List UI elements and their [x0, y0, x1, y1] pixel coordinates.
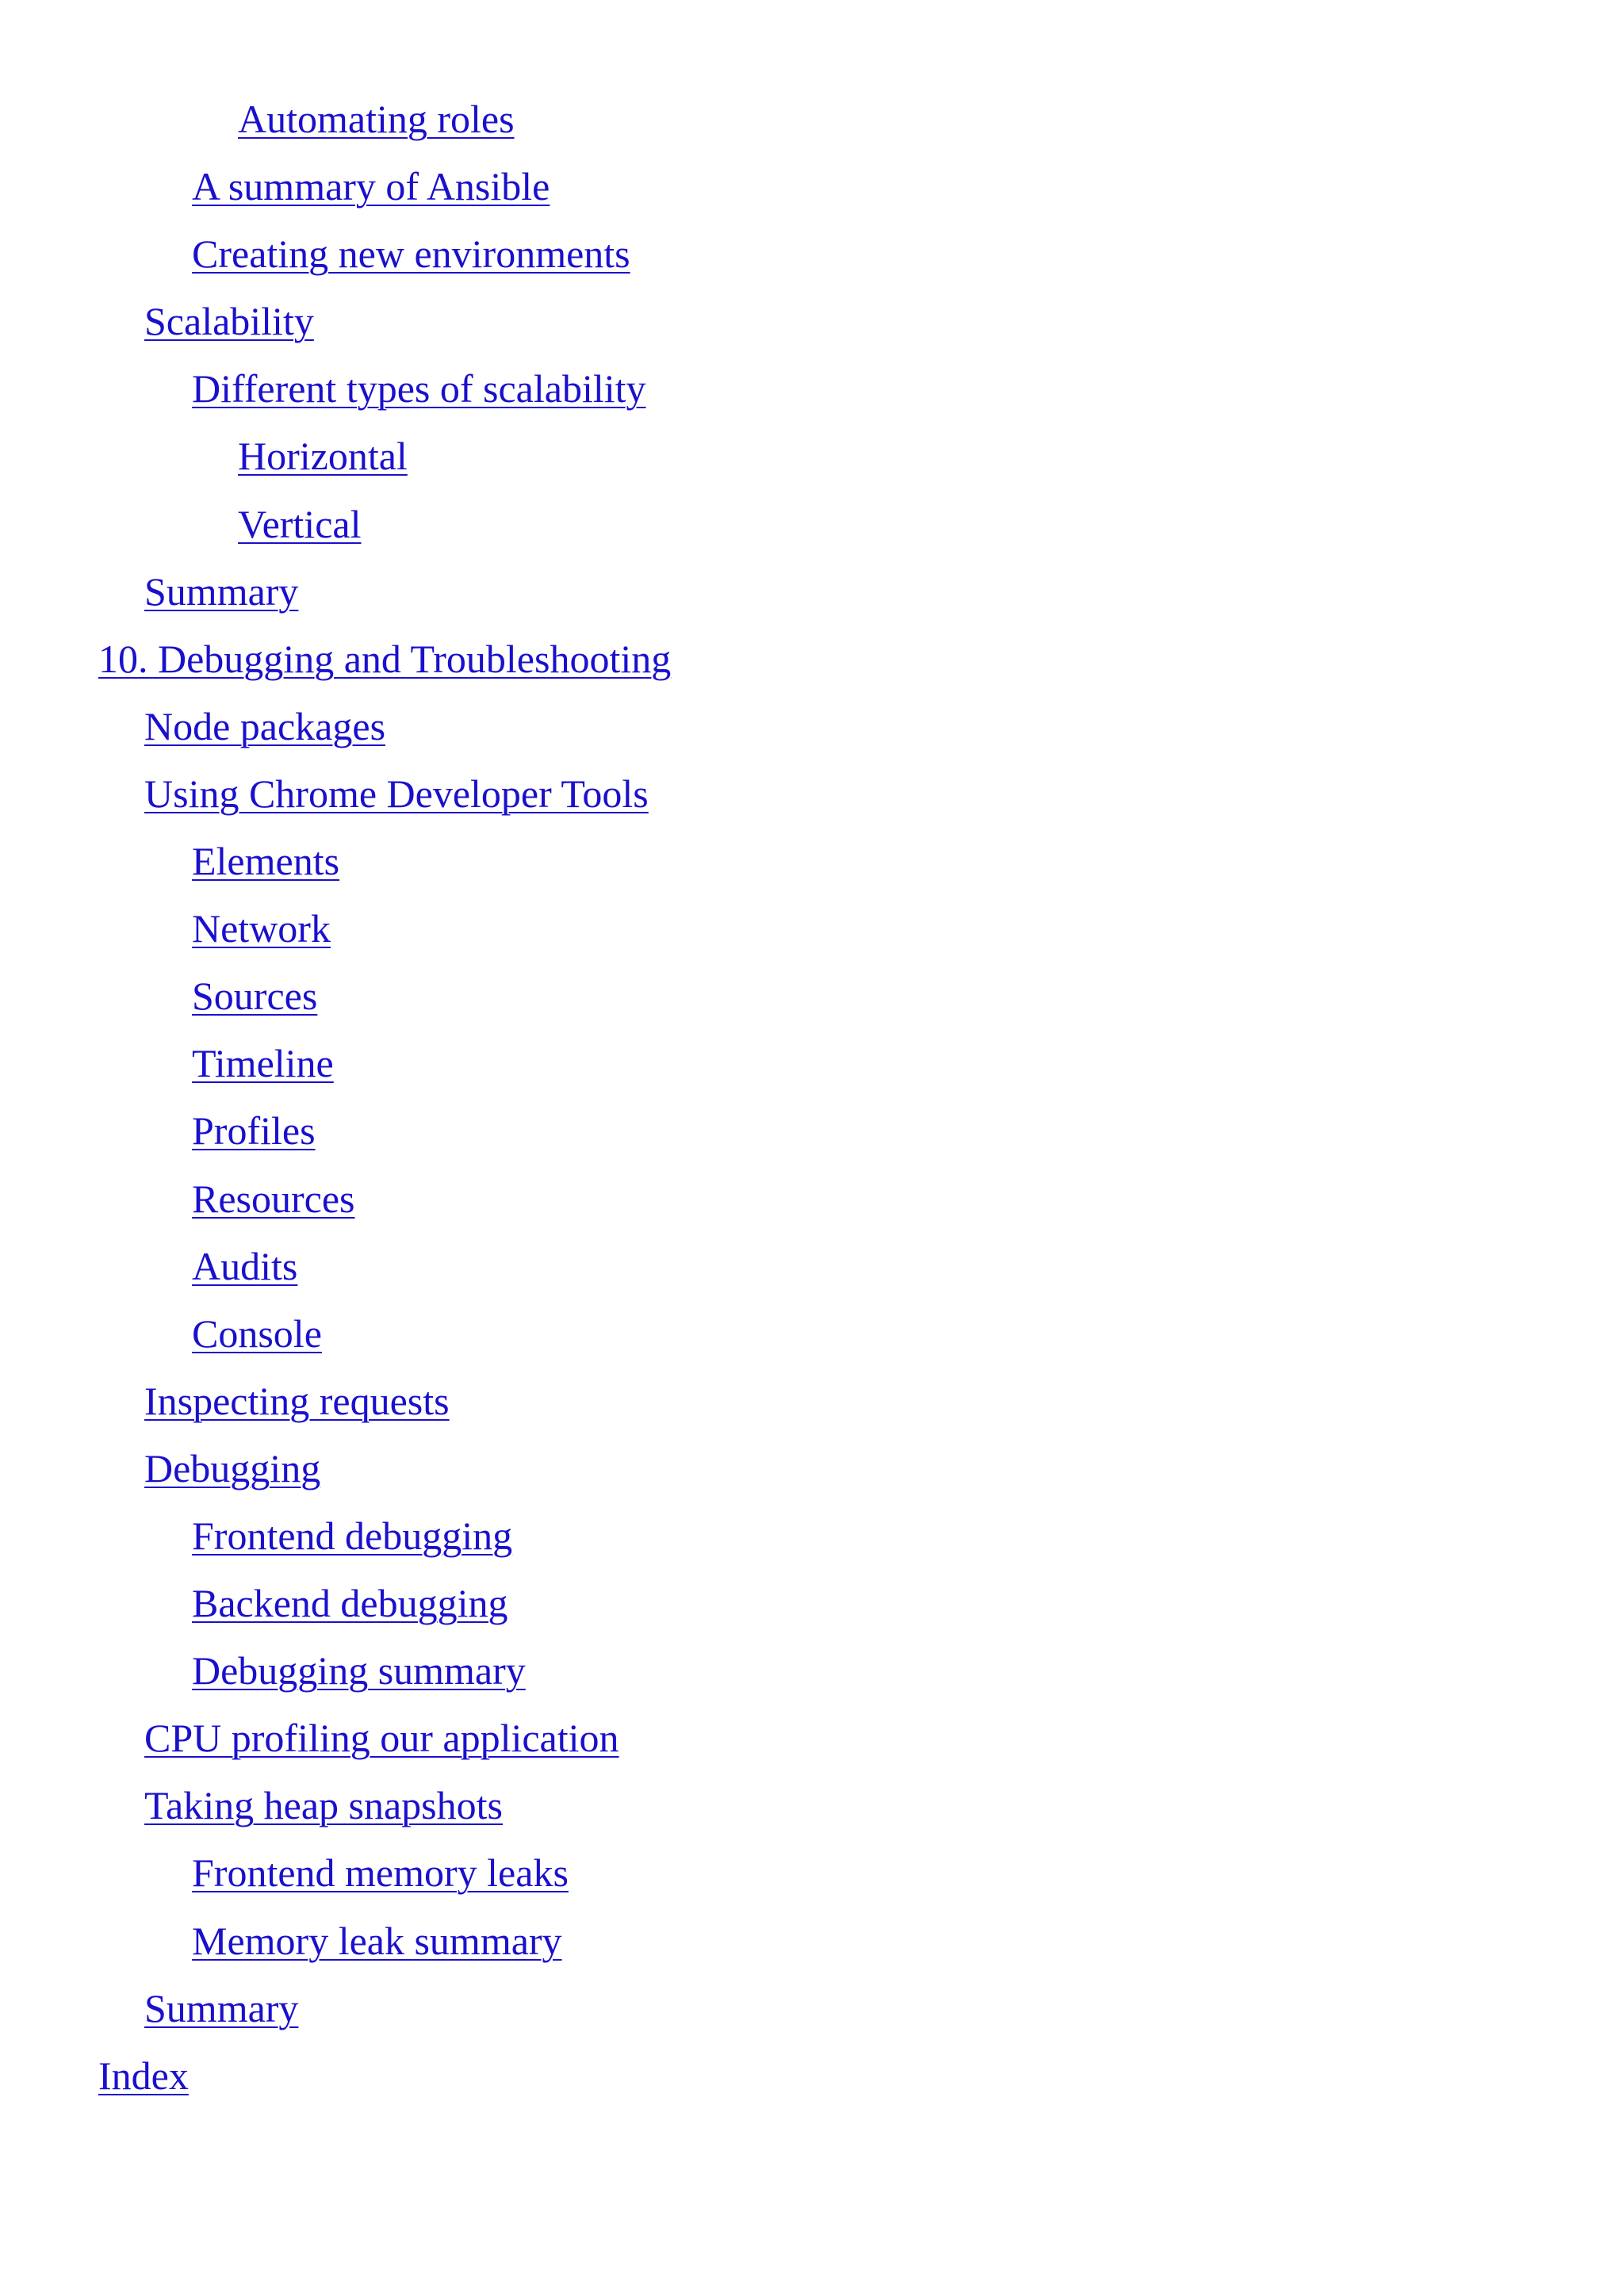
toc-entry: [0, 363, 1624, 430]
toc-entry: [0, 1645, 1624, 1712]
toc-link[interactable]: Index: [98, 2053, 189, 2098]
toc-link[interactable]: Different types of scalability: [192, 366, 646, 411]
toc-link[interactable]: Profiles: [192, 1108, 316, 1154]
toc-link[interactable]: Frontend debugging: [192, 1513, 513, 1558]
toc-entry: [0, 1712, 1624, 1780]
toc-entry: [0, 836, 1624, 903]
toc-link[interactable]: Console: [192, 1311, 322, 1356]
toc-link[interactable]: Scalability: [144, 299, 314, 344]
toc-entry: [0, 499, 1624, 566]
toc-link[interactable]: Creating new environments: [192, 232, 630, 277]
toc-entry: [0, 903, 1624, 970]
toc-entry: [0, 1780, 1624, 1847]
toc-entry: [0, 1510, 1624, 1578]
toc-link[interactable]: Resources: [192, 1176, 355, 1221]
toc-link[interactable]: Elements: [192, 839, 340, 884]
toc-entry: [0, 1376, 1624, 1443]
toc-link[interactable]: Frontend memory leaks: [192, 1850, 569, 1896]
toc-link[interactable]: Debugging: [144, 1445, 321, 1490]
toc-entry: [0, 1308, 1624, 1376]
toc-link[interactable]: CPU profiling our application: [144, 1716, 619, 1761]
toc-entry: [0, 1983, 1624, 2050]
toc-entry: [0, 2050, 1624, 2118]
toc-entry: [0, 161, 1624, 228]
toc-link[interactable]: Horizontal: [238, 434, 408, 479]
toc-link[interactable]: Automating roles: [238, 97, 515, 141]
toc-entry: [0, 1173, 1624, 1241]
toc-link[interactable]: Summary: [144, 568, 299, 614]
toc-entry: [0, 1241, 1624, 1308]
toc-link[interactable]: Backend debugging: [192, 1581, 508, 1626]
toc-entry: [0, 1847, 1624, 1915]
toc-entry: [0, 1443, 1624, 1510]
toc-entry: [0, 1038, 1624, 1105]
toc-entry: [0, 296, 1624, 363]
toc-link[interactable]: Audits: [192, 1243, 298, 1288]
toc-link[interactable]: Memory leak summary: [192, 1918, 562, 1963]
toc-entry: [0, 94, 1624, 161]
toc-link[interactable]: Inspecting requests: [144, 1378, 450, 1423]
toc-link[interactable]: Using Chrome Developer Tools: [144, 771, 649, 816]
toc-entry: [0, 768, 1624, 836]
toc-entry: [0, 1578, 1624, 1645]
toc-entry: [0, 1915, 1624, 1983]
toc-link[interactable]: Summary: [144, 1985, 299, 2030]
toc-link[interactable]: Sources: [192, 974, 318, 1019]
toc-entry: [0, 970, 1624, 1038]
toc-entry: [0, 1105, 1624, 1173]
toc-entry: [0, 633, 1624, 701]
table-of-contents: [0, 94, 1624, 2118]
toc-link[interactable]: Taking heap snapshots: [144, 1783, 503, 1828]
toc-entry: [0, 228, 1624, 296]
toc-link[interactable]: Node packages: [144, 703, 386, 748]
toc-entry: [0, 566, 1624, 633]
toc-entry: [0, 701, 1624, 768]
toc-link[interactable]: Network: [192, 906, 331, 951]
toc-link[interactable]: Debugging summary: [192, 1648, 526, 1693]
toc-link[interactable]: Vertical: [238, 501, 362, 546]
toc-link[interactable]: A summary of Ansible: [192, 164, 550, 209]
toc-link[interactable]: Timeline: [192, 1041, 334, 1086]
toc-link[interactable]: 10. Debugging and Troubleshooting: [98, 636, 672, 681]
toc-entry: [0, 430, 1624, 498]
